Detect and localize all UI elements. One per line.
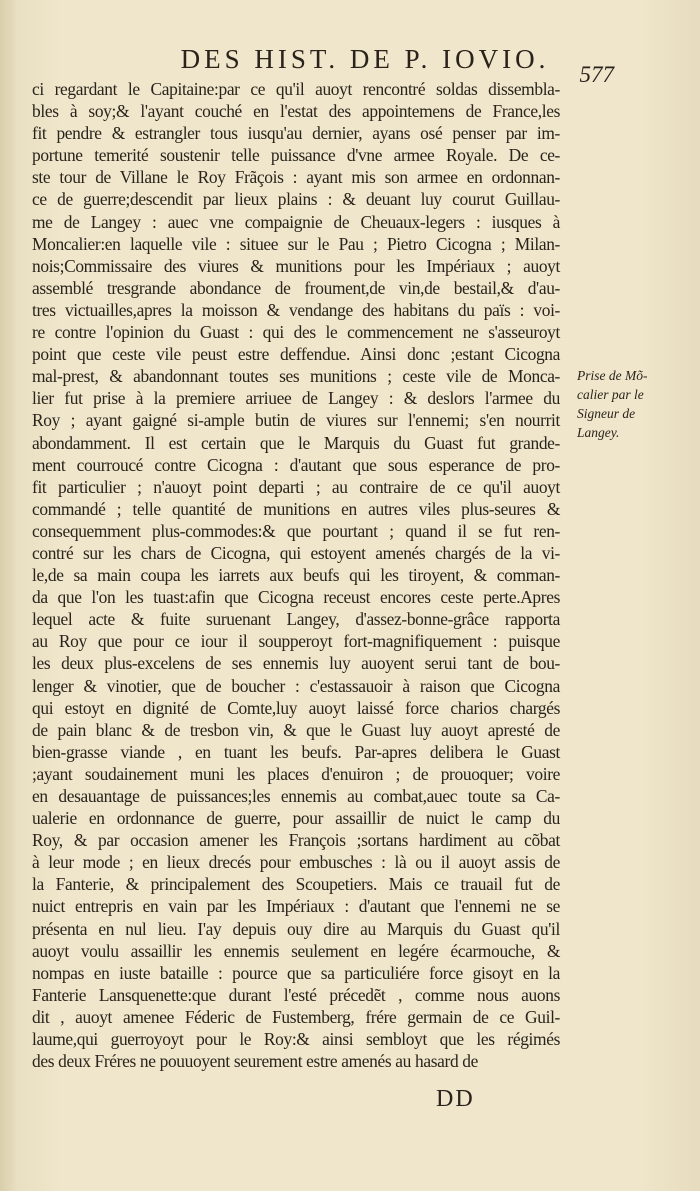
text-line: point que ceste vile peust estre deffendue. Ainsi donc ;estant Cicogna bbox=[32, 344, 560, 365]
text-line: ;ayant soudainement muni les places d'enuiron ; de prouoquer; voire bbox=[32, 763, 560, 784]
text-line: da que l'on les tuast:afin que Cicogna receust encores ceste perte.Apres bbox=[32, 587, 560, 608]
text-line: en desauantage de puissances;les ennemis au combat,auec toute sa Ca- bbox=[32, 786, 560, 806]
text-line: ualerie en ordonnance de guerre, pour assaillir de nuict le camp du bbox=[32, 808, 560, 829]
signature-mark: DD bbox=[436, 1086, 475, 1112]
text-line: des deux Fréres ne pouuoyent seurement estre amenés au hasard de bbox=[32, 1051, 479, 1072]
text-line: la Fanterie, & principalement des Scoupetiers. Mais ce trauail fut de bbox=[32, 874, 560, 895]
text-line: consequemment plus-commodes:& que pourtant ; quand il se fut ren- bbox=[32, 520, 560, 541]
text-line: laume,qui guerroyoyt pour le Roy:& ainsi sembloyt que les régimés bbox=[32, 1029, 560, 1050]
margin-note-line: calier par le bbox=[577, 387, 644, 402]
text-line: abondamment. Il est certain que le Marquis du Guast fut grande- bbox=[32, 432, 560, 453]
text-line: les deux plus-excelens de ses ennemis luy auoyent serui tant de bou- bbox=[32, 653, 560, 674]
text-line: commandé ; telle quantité de munitions en autres viles plus-seures & bbox=[32, 498, 560, 519]
text-line: Roy ; ayant gaigné si-ample butin de viures sur l'ennemi; s'en nourrit bbox=[32, 410, 560, 431]
text-line: ci regardant le Capitaine:par ce qu'il auoyt rencontré soldas dissembla- bbox=[32, 79, 560, 99]
text-line: dit , auoyt amenee Féderic de Fustemberg, frére germain de ce Guil- bbox=[32, 1006, 560, 1027]
text-line: auoyt voulu assaillir les ennemis seulement en legére écarmouche, & bbox=[32, 940, 560, 961]
running-title: DES HIST. DE P. IOVIO. bbox=[180, 44, 550, 74]
text-line: à leur mode ; en lieux drecés pour embusches : là ou il auoyt assis de bbox=[32, 852, 560, 873]
text-line: fit pendre & estrangler tous iusqu'au dernier, ayans osé penser par im- bbox=[32, 123, 560, 144]
text-line: portune temerité soustenir telle puissance d'vne armee Royale. De ce- bbox=[32, 145, 560, 166]
margin-note-line: Prise de Mõ- bbox=[577, 368, 648, 383]
text-line: nois;Commissaire des viures & munitions pour les Impériaux ; auoyt bbox=[32, 255, 560, 276]
margin-note-line: Langey. bbox=[577, 425, 620, 440]
text-line: lier fut prise à la premiere arriuee de Langey : & deslors l'armee du bbox=[32, 388, 560, 409]
text-line: assemblé tresgrande abondance de froument,de vin,de bestail,& d'au- bbox=[32, 277, 560, 298]
page-number: 577 bbox=[579, 62, 614, 87]
text-line: Moncalier:en laquelle vile : situee sur le Pau ; Pietro Cicogna ; Milan- bbox=[32, 233, 560, 254]
text-line: re contre l'opinion du Guast : qui des le commencement ne s'asseuroyt bbox=[32, 322, 560, 343]
text-line: qui estoyt en dignité de Comte,luy auoyt laissé force charios chargés bbox=[32, 697, 560, 718]
text-line: présenta en nul lieu. I'ay depuis ouy dire au Marquis du Guast qu'il bbox=[32, 918, 560, 939]
text-line: Fanterie Lansquenette:que durant l'esté précedẽt , comme nous auons bbox=[32, 984, 560, 1005]
text-line: mal-prest, & abandonnant toutes ses munitions ; ceste vile de Monca- bbox=[32, 366, 560, 387]
text-line: Roy, & par occasion amener les François ;sortans hardiment au cõbat bbox=[32, 830, 560, 851]
text-line: bles à soy;& l'ayant couché en l'estat des appointemens de France,les bbox=[32, 101, 560, 122]
text-line: lenger & vinotier, que de boucher : c'estassauoir à raison que Cicogna bbox=[32, 675, 560, 696]
body-text bbox=[32, 78, 560, 1072]
text-line: fit particulier ; n'auoyt point departi ; au contraire de ce qu'il auoyt bbox=[32, 476, 560, 497]
text-line: le,de sa main coupa les iarrets aux beufs qui les tiroyent, & comman- bbox=[32, 565, 560, 586]
text-line: au Roy que pour ce iour il soupperoyt fort-magnifiquement : puisque bbox=[32, 631, 560, 652]
margin-note-line: Signeur de bbox=[577, 406, 636, 421]
margin-note bbox=[577, 366, 687, 442]
text-line: de pain blanc & de tresbon vin, & que le Guast luy auoyt apresté de bbox=[32, 719, 560, 740]
text-line: ste tour de Villane le Roy Frãçois : ayant mis son armee en ordonnan- bbox=[32, 167, 560, 188]
text-line: tres victuailles,apres la moisson & vendange des habitans du païs : voi- bbox=[32, 299, 560, 320]
text-line: lequel acte & fuite suruenant Langey, d'assez-bonne-grâce rapporta bbox=[32, 609, 560, 630]
text-line: nompas en iuste bataille : pource que sa particuliére force gisoyt en la bbox=[32, 962, 560, 983]
text-line: contré sur les chars de Cicogna, qui estoyent amenés chargés de la vi- bbox=[32, 542, 560, 563]
text-line: bien-grasse viande , en tuant les beufs. Par-apres delibera le Guast bbox=[32, 741, 560, 762]
text-line: ment courroucé contre Cicogna : d'autant que sous esperance de pro- bbox=[32, 454, 560, 475]
text-line: nuict entrepris en vain par les Impériaux : d'autant que l'ennemi ne se bbox=[32, 896, 560, 917]
text-line: me de Langey : auec vne compaignie de Cheuaux-legers : iusques à bbox=[32, 211, 560, 232]
text-line: ce de guerre;descendit par lieux plains : & deuant luy courut Guillau- bbox=[32, 189, 560, 210]
